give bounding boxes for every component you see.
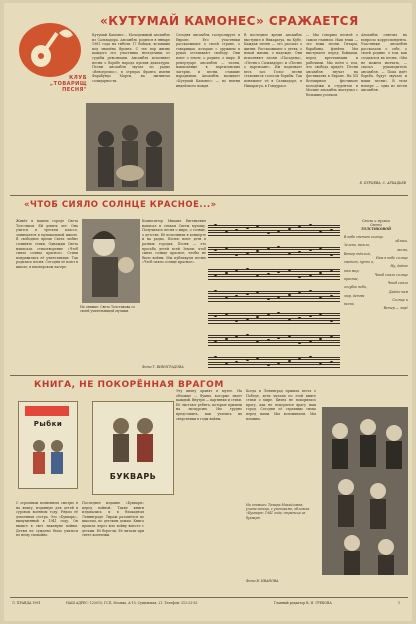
section-divider-mid bbox=[10, 375, 408, 376]
song-headline: «ЧТОБ СИЯЛО СОЛНЦЕ КРАСНОЕ...» bbox=[24, 200, 217, 210]
book-cover-2 bbox=[92, 401, 174, 495]
book-article-col2: Последнее издание «Букваря» перед войной. Такие книги издавались и в блокадном Ленинграде. Тираж разошёлся по школам, по детским домам. Книга прошла через всю войну вместе с детьми. Её берегли. Её читали при свете коптилки. bbox=[82, 501, 144, 538]
lyrics-column bbox=[344, 235, 408, 371]
lyrics-line: весна, bbox=[397, 247, 408, 252]
book-photo-caption: На снимках: Тамара Михайловна, учительница, с учениками; обложка «Букваря» 1941 года; страница из букваря. bbox=[246, 503, 310, 520]
song-article-col1: Живёт в нашем городе Света Толстиков. Ей девять лет. Она учится в третьем классе, занимается в музыкальной школе. В свободное время Света любит сочинять стихи. Однажды Света написала стихотворение «Чтоб сияло солнце красное». Стихи понравились её учительнице. Так родилась песня. Сегодня её поют в школе, в пионерском лагере. bbox=[16, 219, 78, 269]
lyrics-line: Чтоб сияло солнце bbox=[374, 272, 408, 277]
ensemble-photo bbox=[86, 103, 174, 191]
song-credit-line1: Стихи и музыка bbox=[361, 219, 391, 223]
book-headline: КНИГА, НЕ ПОКОРЁННАЯ ВРАГОМ bbox=[34, 380, 224, 390]
footer-left: Л. ПРАВДА 1981 bbox=[12, 601, 41, 605]
lyrics-line: Дайте нам bbox=[388, 289, 408, 294]
lyrics-line: облако, bbox=[395, 239, 408, 244]
song-credit-line3: ТОЛСТИКОВОЙ bbox=[360, 227, 392, 232]
club-label-line1: КЛУБ bbox=[69, 75, 87, 81]
girl-photo-caption: На снимке: Света Толстикова со своей учительницей музыки. bbox=[80, 305, 136, 314]
children-illustration bbox=[27, 436, 69, 480]
book-photo-credit: Фото В. ИВАНОВА bbox=[246, 579, 279, 583]
main-article-col3: В последнее время ансамбль выступил в Никарагуа, на Кубе. Каждая песня — это рассказ о жизни. Рассказывают о детях, о новой жизни, о надежде. Они исполняют песни «Пасадена», «Песня о Сальвадоре» и «Песню о партизане». Им подпевает весь зал. Голос песни становится голосом борьбы. Так понимают её в Сальвадоре, в Никарагуа, в Гондурасе. bbox=[244, 33, 302, 88]
lyrics-line: светит, пусть и, bbox=[344, 260, 375, 265]
main-article-col1: Кутумай Камонес... Молодежный ансамбль из Сальвадора. Ансамбль родился в январе 1981 года на гибели 17 бойцов, вставших под знамёна Фронта. С тех пор жизнь каждого его участника неотделима от судьбы революции. Ансамбль исполняет песни о борьбе народа против диктатуры. Песни ансамбля звучат по радио «Венсеремос», в отрядах Фронта имени Фарабундо Марти, на митингах солидарности. bbox=[92, 33, 170, 83]
lyrics-line: весна, bbox=[344, 302, 355, 307]
primer-illustration bbox=[101, 408, 165, 468]
lyrics-line: Ветер — мир! bbox=[383, 306, 408, 311]
club-label-line2: „ТОВАРИЩ bbox=[49, 81, 87, 87]
lyrics-line: В небе светит солнце, bbox=[344, 235, 384, 239]
newspaper-page bbox=[4, 3, 412, 621]
children-photo bbox=[322, 407, 408, 575]
book-article-col3: Эту книгу хранят в музее. На обложке — буквы, которые знает каждый. Внутри — картинки и стихи. Её листают ребята, которые пришли на экскурсию. Им трудно представить, как учились их сверстники в годы войны. bbox=[176, 389, 242, 421]
lyrics-line: нам мир, bbox=[344, 268, 360, 273]
song-article-col2: Композитор Михаил Евгеньевич написал к стихам Светы музыку. Получилась песня о мире, о солнце, о детстве. Её исполнили в концерте и на радио. Песню поют дети в разных городах. Песня — это просьба детей всей Земли: чтоб сияло солнце красное, чтобы не было войны. Мы публикуем песню «Чтоб сияло солнце красное». bbox=[142, 219, 206, 265]
lyrics-line: Зелено, весело, bbox=[344, 243, 371, 248]
book-cover-1 bbox=[18, 401, 78, 489]
lyrics-line: Солнце и bbox=[392, 298, 408, 303]
song-photo-credit: Фото Т. ВИНОГРАДОВА bbox=[142, 365, 184, 369]
main-article-signature: Е. БУРЦЕВА, С. АРКАДЬЕВ bbox=[359, 181, 406, 185]
main-article-col4: — Мы говорим песней о самом главном. Наш язык — это язык песни. Гитары, барабаны, флейты. Мы выступаем перед бойцами, перед крестьянами и рабочими. Мы поём о том, что свобода придёт. Песни ансамбля звучат на фестивалях в Европе. На XII Всемирном фестивале молодёжи и студентов в Москве ансамбль выступал с большим успехом. bbox=[306, 33, 358, 97]
footer-divider bbox=[10, 597, 408, 598]
song-credit bbox=[344, 219, 408, 232]
lyrics-line: Ну, дайте bbox=[390, 264, 408, 269]
lyrics-line: красное, bbox=[344, 277, 359, 282]
club-logo-block bbox=[13, 11, 87, 109]
book-cover-1-title: Рыбки bbox=[33, 420, 63, 428]
guitar-icon bbox=[19, 23, 81, 77]
club-label-line3: ПЕСНЯ" bbox=[62, 87, 87, 93]
main-headline: «КУТУМАЙ КАМОНЕС» СРАЖАЕТСЯ bbox=[100, 14, 359, 28]
main-article-col2: Сегодня ансамбль гастролирует в Европе. Его участники рассказывают о своей стране, о товарищах, которые с оружием в руках отстаивают свободу. Они поют о земле, о родине, о мире. В репертуаре ансамбля — песни, написанные в партизанских лагерях, и песни, ставшие народными. Ансамбль называет «Кутумай Камонес» — по имени индейского вождя. bbox=[176, 33, 240, 88]
footer-editor: Главный редактор В. И. ГРЕКОВА bbox=[274, 601, 332, 605]
lyrics-line: голубое небо, bbox=[344, 285, 368, 290]
footer-address: НАШ АДРЕС: 125015, ГСП, Москва, А-15, Сущевская, 21. Телефон: 212-23-55. bbox=[66, 601, 199, 605]
book-cover-2-title: БУКВАРЬ bbox=[109, 472, 157, 481]
song-credit-line2: Светы bbox=[370, 223, 382, 228]
lyrics-line: Ветер тёплый, bbox=[344, 251, 371, 256]
section-divider-top bbox=[10, 195, 408, 196]
club-label bbox=[35, 75, 87, 93]
girl-photo bbox=[82, 219, 140, 303]
lyrics-line: мир, детям bbox=[344, 293, 365, 298]
lyrics-line: Чтоб сияло bbox=[387, 281, 408, 286]
book-article-col4: Когда в Ленинград пришла весть о Победе, дети читали по этой книге стихи о мире. Книга не покорилась врагу, как не покорился врагу наш город. Сегодня её страницы снова перед нами. Мы вспоминаем. Мы помним. bbox=[246, 389, 316, 421]
sheet-music bbox=[208, 221, 340, 369]
book-article-col1: С огромным волнением смотрю я на книгу, изданную для детей в суровом военном году. Рядом её довоенная сестра. Это «Букварь», выпущенный в 1941 году. Он вышел в свет накануне войны. Детям не суждено было учиться по нему спокойно. bbox=[16, 501, 78, 538]
main-article-col5: Ансамбль ответил на вопросы корреспондента. Участники ансамбля рассказали о себе, о своей родине, о том, как создаются их песни. «Мы не можем молчать, — сказал руководитель ансамбля. — Пока идёт борьба, будут звучать и наши песни». В этом номере — одна из песен ансамбля. bbox=[361, 33, 407, 93]
lyrics-line: Нам в небе солнце bbox=[376, 256, 408, 261]
page-number: 1 bbox=[398, 601, 401, 605]
club-emblem bbox=[19, 23, 81, 77]
